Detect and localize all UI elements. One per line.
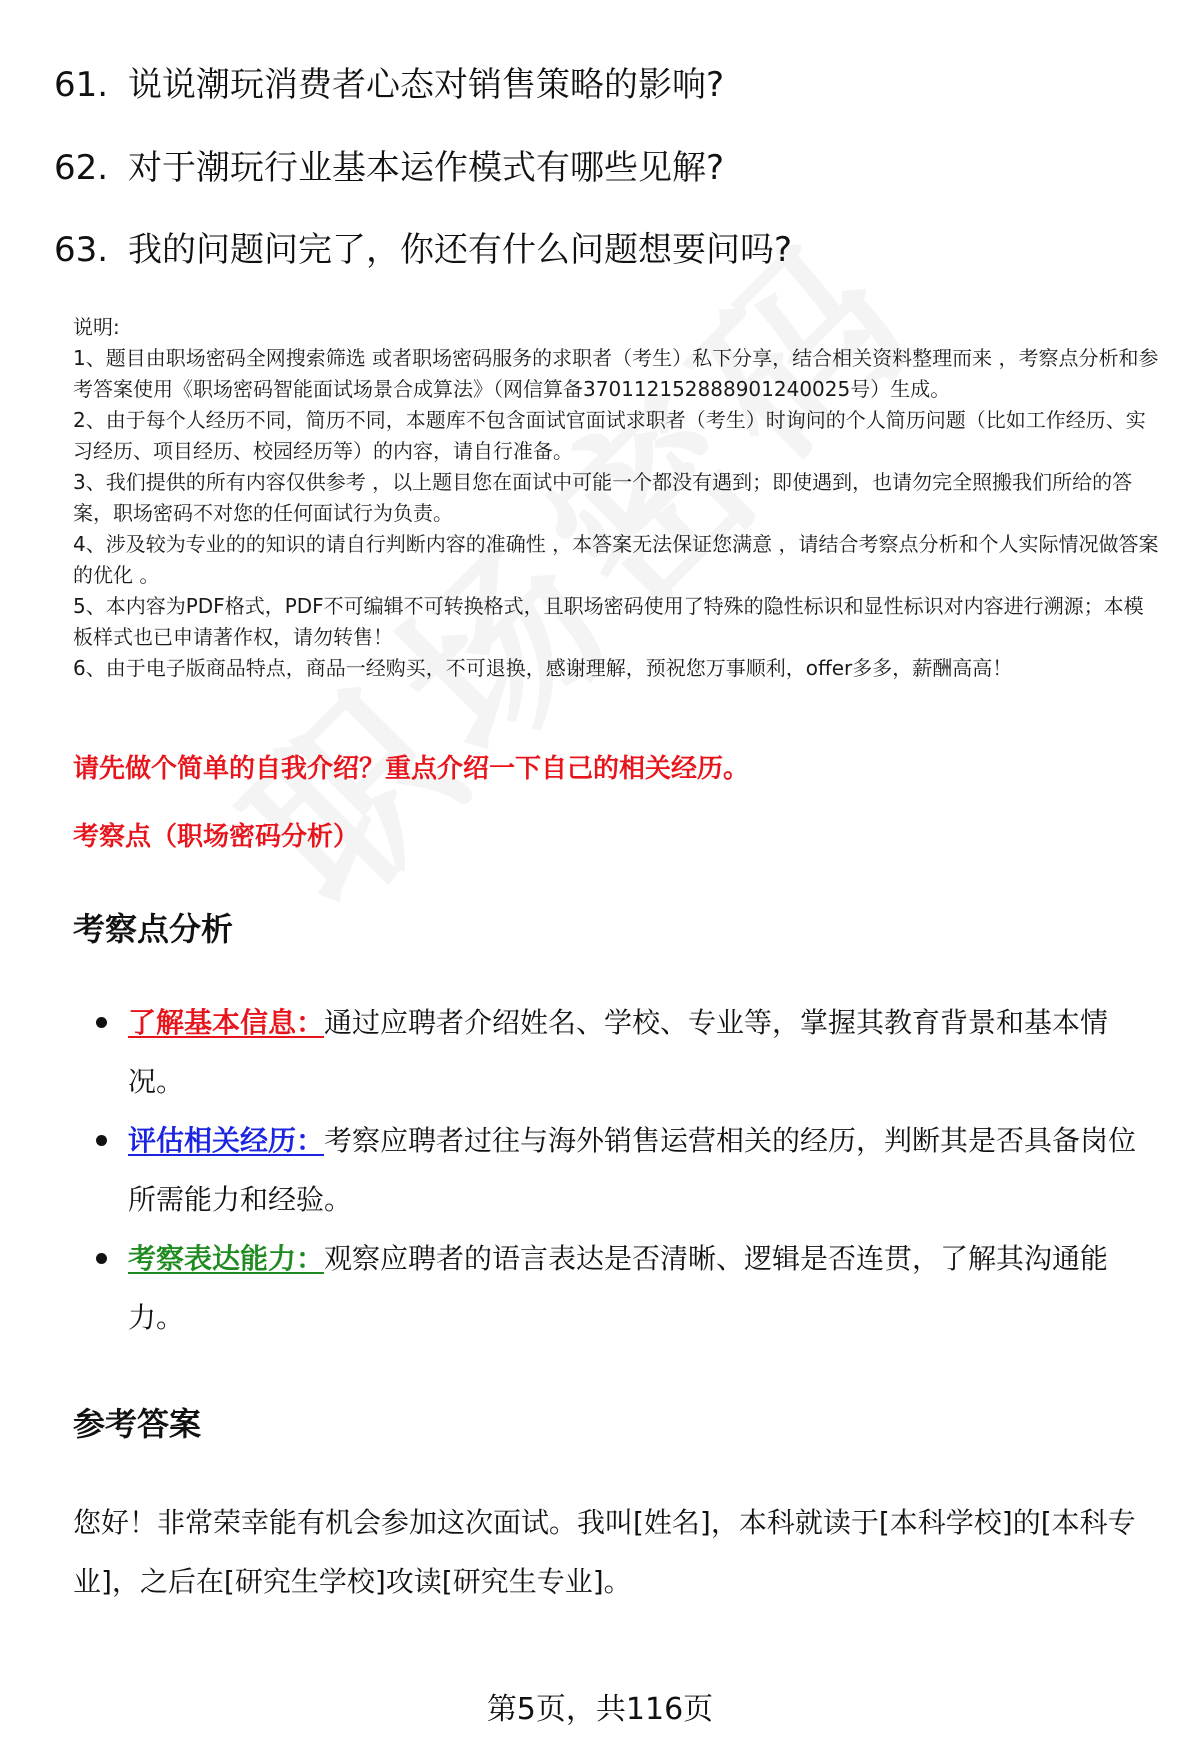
- analysis-bullet: [96, 993, 1146, 1111]
- page-number: 第5页，共116页: [486, 1692, 714, 1727]
- question-number: 61.: [54, 65, 109, 105]
- bullet-dot-icon: [96, 1135, 107, 1146]
- current-question-heading: 请先做个简单的自我介绍？重点介绍一下自己的相关经历。: [73, 754, 750, 784]
- analysis-bullet: [96, 1229, 1146, 1347]
- question-number: 62.: [54, 148, 109, 188]
- reference-answer-text: 您好！非常荣幸能有机会参加这次面试。我叫[姓名]，本科就读于[本科学校]的[本科专业]，之后在[研究生学校]攻读[研究生专业]。: [73, 1506, 1136, 1598]
- note-item: 4、涉及较为专业的的知识的请自行判断内容的准确性 ，本答案无法保证您满意 ，请结合考察点分析和个人实际情况做答案的优化 。: [73, 532, 1159, 587]
- note-item: 1、题目由职场密码全网搜索筛选 或者职场密码服务的求职者（考生）私下分享，结合相关资料整理而来 ，考察点分析和参考答案使用《职场密码智能面试场景合成算法》（网信算备370112152888901240025号）生成。: [73, 346, 1159, 401]
- bullet-text: 考察应聘者过往与海外销售运营相关的经历，判断其是否具备岗位所需能力和经验。: [128, 1124, 1137, 1216]
- bullet-key-label: 评估相关经历：: [128, 1124, 325, 1157]
- note-item: 6、由于电子版商品特点，商品一经购买，不可退换，感谢理解，预祝您万事顺利，offer多多，薪酬高高！: [73, 656, 1013, 680]
- analysis-label: 考察点（职场密码分析）: [73, 822, 360, 852]
- question-item: [54, 146, 724, 190]
- note-item: 5、本内容为PDF格式，PDF不可编辑不可转换格式，且职场密码使用了特殊的隐性标识和显性标识对内容进行溯源；本模板样式也已申请著作权，请勿转售！: [73, 594, 1144, 649]
- answer-section-title: 参考答案: [73, 1405, 202, 1443]
- question-text: 说说潮玩消费者心态对销售策略的影响?: [128, 65, 725, 105]
- note-item: 2、由于每个人经历不同，简历不同，本题库不包含面试官面试求职者（考生）时询问的个人简历问题（比如工作经历、实习经历、项目经历、校园经历等）的内容，请自行准备。: [73, 408, 1146, 463]
- analysis-bullet: [96, 1111, 1146, 1229]
- disclaimer-notes: [73, 312, 1163, 684]
- question-text: 我的问题问完了，你还有什么问题想要问吗?: [128, 230, 793, 270]
- bullet-text: 通过应聘者介绍姓名、学校、专业等，掌握其教育背景和基本情况。: [128, 1006, 1109, 1098]
- bullet-text: 观察应聘者的语言表达是否清晰、逻辑是否连贯，了解其沟通能力。: [128, 1242, 1109, 1334]
- notes-title: 说明:: [73, 315, 120, 339]
- bullet-key-label: 了解基本信息：: [128, 1006, 325, 1039]
- question-item: [54, 228, 792, 272]
- question-text: 对于潮玩行业基本运作模式有哪些见解?: [128, 148, 725, 188]
- bullet-key-label: 考察表达能力：: [128, 1242, 325, 1275]
- analysis-section-title: 考察点分析: [73, 910, 234, 948]
- note-item: 3、我们提供的所有内容仅供参考 ，以上题目您在面试中可能一个都没有遇到；即使遇到，也请勿完全照搬我们所给的答案，职场密码不对您的任何面试行为负责。: [73, 470, 1133, 525]
- question-item: [54, 63, 724, 107]
- bullet-dot-icon: [96, 1017, 107, 1028]
- bullet-dot-icon: [96, 1253, 107, 1264]
- analysis-bullet-list: [96, 993, 1146, 1347]
- question-number: 63.: [54, 230, 109, 270]
